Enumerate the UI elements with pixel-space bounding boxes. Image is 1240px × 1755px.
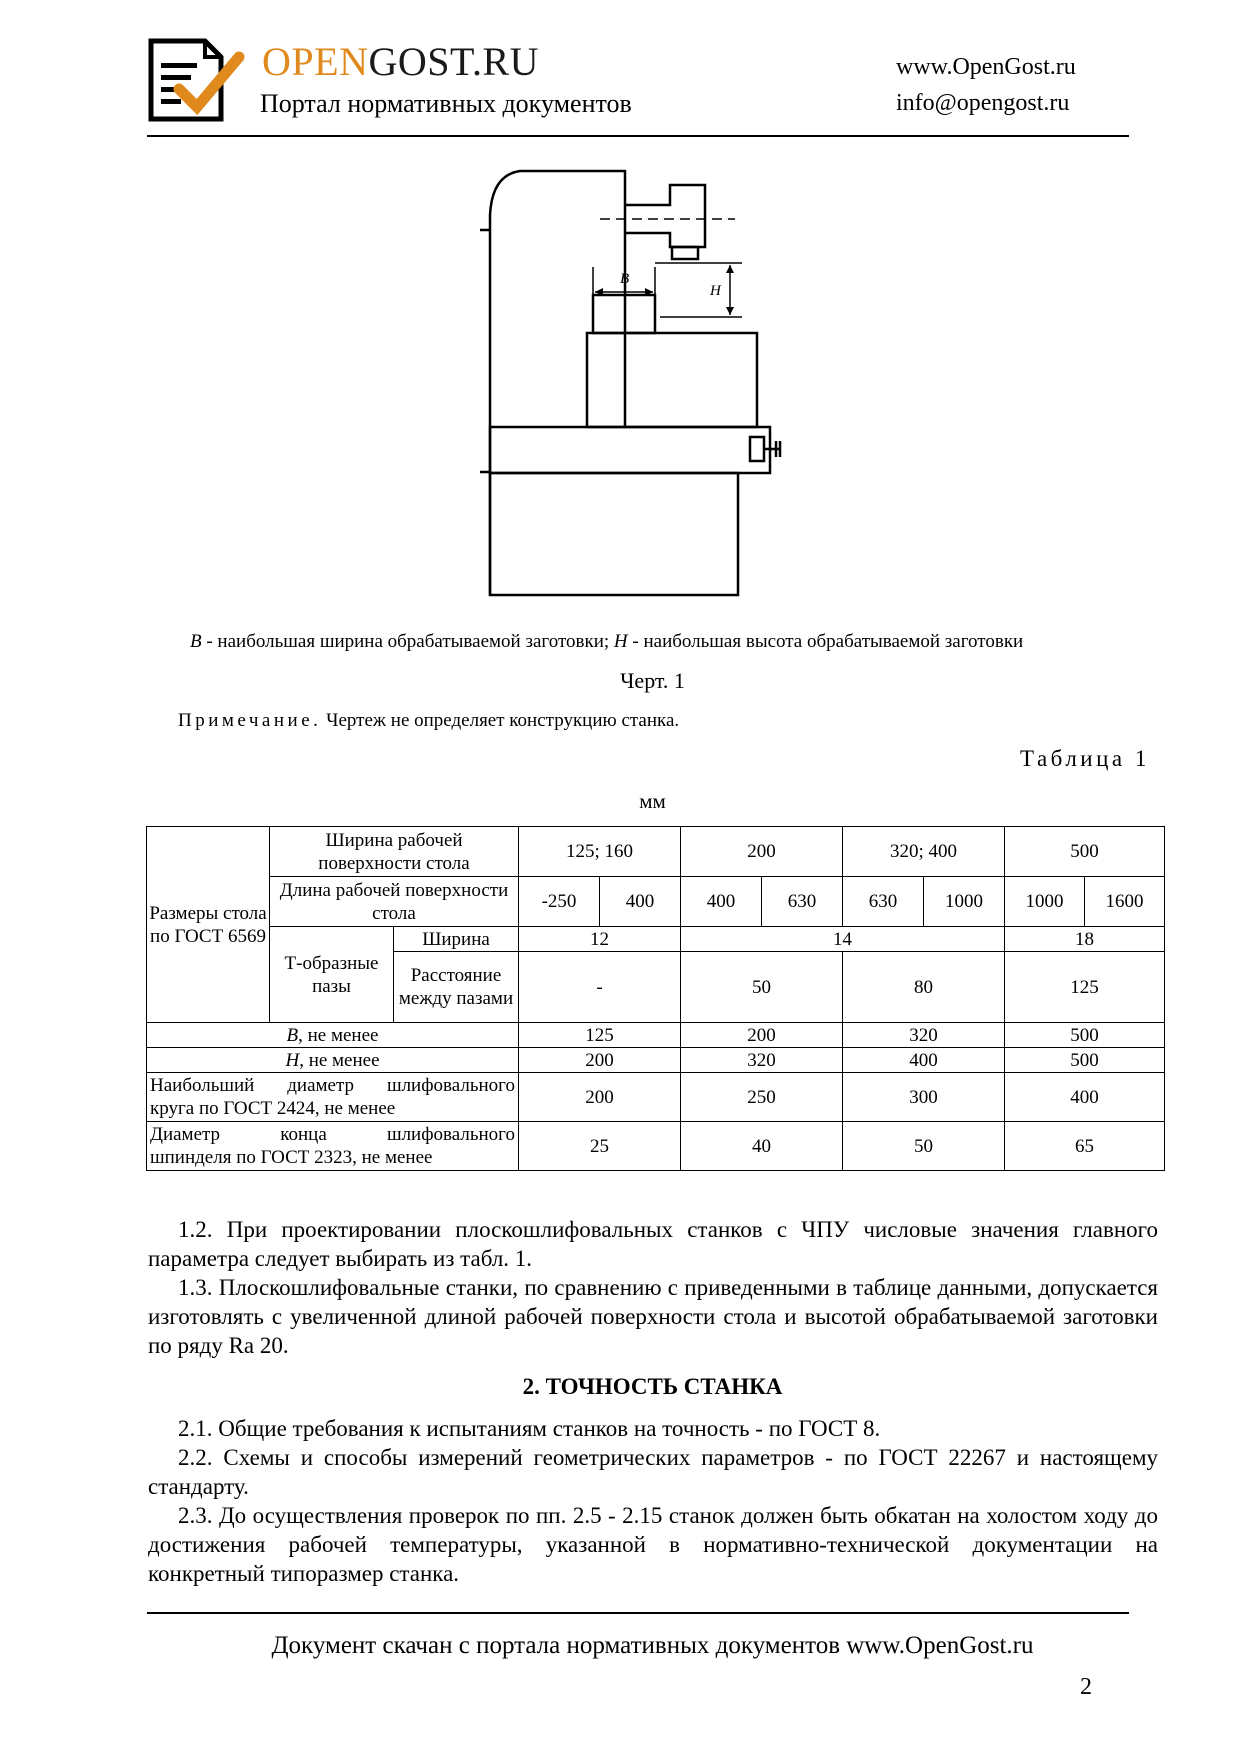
caption-text-b: - наибольшая ширина обрабатываемой заготовки; xyxy=(201,631,614,652)
table-slot-width-label: Ширина xyxy=(394,927,519,952)
table-h-text: , не менее xyxy=(299,1049,380,1071)
table-wheel-label-line1: Наибольший диаметр шлифовального xyxy=(150,1075,515,1096)
table-cell: 1000 xyxy=(924,877,1005,927)
table-row xyxy=(147,827,1165,877)
caption-text-h: - наибольшая высота обрабатываемой заготовки xyxy=(627,631,1024,652)
table-cell: 50 xyxy=(681,952,843,1023)
header-website-link[interactable]: www.OpenGost.ru xyxy=(896,54,1076,80)
table-cell: - xyxy=(519,952,681,1023)
table-cell: 1600 xyxy=(1085,877,1165,927)
table-cell: -250 xyxy=(519,877,600,927)
table-cell: 14 xyxy=(681,927,1005,952)
table-row xyxy=(147,1073,1165,1122)
brand-name-main: GOST.RU xyxy=(368,39,540,84)
logo-document-check-icon xyxy=(147,37,245,123)
table-cell: 400 xyxy=(681,877,762,927)
table-row xyxy=(147,927,1165,952)
table-cell: 40 xyxy=(681,1122,843,1171)
paragraph-1-3-text: 1.3. Плоскошлифовальные станки, по сравнению с приведенными в таблице данными, допускается изготовлять с увеличенной длиной рабочей поверхности стола и высотой обрабатываемой заготовки по ряду Ra 20. xyxy=(148,1275,1158,1358)
note-prefix: Примечание. xyxy=(178,710,322,731)
table-cell: 200 xyxy=(681,827,843,877)
table-h-label xyxy=(147,1048,519,1073)
table-cell: 500 xyxy=(1005,827,1165,877)
table-spindle-label-line1: Диаметр конца шлифовального xyxy=(150,1124,515,1145)
table-row-group-label: Размеры стола по ГОСТ 6569 xyxy=(147,827,270,1023)
paragraph-2-2-text: 2.2. Схемы и способы измерений геометрических параметров - по ГОСТ 22267 и настоящему стандарту. xyxy=(148,1445,1158,1499)
paragraph-1-2-text: 1.2. При проектировании плоскошлифовальных станков с ЧПУ числовые значения главного параметра следует выбирать из табл. 1. xyxy=(148,1217,1158,1271)
brand-name-accent: OPEN xyxy=(262,39,369,84)
table-cell: 200 xyxy=(519,1048,681,1073)
table-b-label xyxy=(147,1023,519,1048)
table-cell: 250 xyxy=(681,1073,843,1122)
table-cell: 18 xyxy=(1005,927,1165,952)
table-cell: 200 xyxy=(519,1073,681,1122)
table-cell: 125 xyxy=(519,1023,681,1048)
table-cell: 320 xyxy=(843,1023,1005,1048)
table-cell: 125 xyxy=(1005,952,1165,1023)
table-row xyxy=(147,877,1165,927)
table-cell: 50 xyxy=(843,1122,1005,1171)
brand-name xyxy=(262,38,539,86)
paragraph-1-3 xyxy=(148,1273,1158,1360)
table-b-text: , не менее xyxy=(298,1024,379,1046)
paragraph-2-1-text: 2.1. Общие требования к испытаниям станков на точность - по ГОСТ 8. xyxy=(178,1416,881,1441)
table-label: Таблица 1 xyxy=(1020,746,1150,771)
table-unit: мм xyxy=(639,789,666,813)
table-cell: 400 xyxy=(1005,1073,1165,1122)
paragraph-2-3 xyxy=(148,1501,1158,1588)
table-cell: 125; 160 xyxy=(519,827,681,877)
table-wheel-label xyxy=(147,1073,519,1122)
paragraph-1-2 xyxy=(148,1215,1158,1273)
table-b-var: B xyxy=(286,1024,299,1046)
table-cell: 400 xyxy=(843,1048,1005,1073)
header-email-link[interactable]: info@opengost.ru xyxy=(896,90,1070,116)
table-spindle-label xyxy=(147,1122,519,1171)
note-text: Чертеж не определяет конструкцию станка. xyxy=(321,710,680,731)
drawing-label-b: B xyxy=(620,271,630,287)
figure-caption xyxy=(190,630,1130,654)
paragraph-2-3-text: 2.3. До осуществления проверок по пп. 2.5 - 2.15 станок должен быть обкатан на холостом ходу до достижения рабочей температуры, указанной в нормативно-технической документации на конкретный типоразмер станка. xyxy=(148,1503,1158,1586)
section-heading: 2. ТОЧНОСТЬ СТАНКА xyxy=(522,1374,783,1399)
caption-var-h: H xyxy=(613,631,628,652)
table-cell: 500 xyxy=(1005,1048,1165,1073)
spec-table xyxy=(146,826,1165,1171)
table-width-label: Ширина рабочей поверхности стола xyxy=(270,827,519,877)
footer-divider xyxy=(147,1612,1129,1614)
brand-subtitle: Портал нормативных документов xyxy=(260,89,632,118)
table-cell: 1000 xyxy=(1005,877,1085,927)
table-cell: 630 xyxy=(843,877,924,927)
table-cell: 320 xyxy=(681,1048,843,1073)
table-cell: 65 xyxy=(1005,1122,1165,1171)
table-slot-distance-label: Расстояние между пазами xyxy=(394,952,519,1023)
figure-note xyxy=(178,709,679,733)
table-h-var: H xyxy=(285,1049,300,1071)
table-cell: 500 xyxy=(1005,1023,1165,1048)
table-row xyxy=(147,1023,1165,1048)
paragraph-2-1 xyxy=(148,1414,1158,1443)
table-cell: 12 xyxy=(519,927,681,952)
table-cell: 200 xyxy=(681,1023,843,1048)
header-divider xyxy=(147,135,1129,137)
table-slots-label: Т-образные пазы xyxy=(270,927,394,1023)
page-number: 2 xyxy=(1080,1674,1092,1700)
table-cell: 25 xyxy=(519,1122,681,1171)
machine-drawing xyxy=(480,165,830,605)
table-row xyxy=(147,1122,1165,1171)
paragraph-2-2 xyxy=(148,1443,1158,1501)
table-row xyxy=(147,1048,1165,1073)
table-length-label: Длина рабочей поверхности стола xyxy=(270,877,519,927)
caption-var-b: B xyxy=(190,631,202,652)
table-cell: 320; 400 xyxy=(843,827,1005,877)
figure-label: Черт. 1 xyxy=(620,668,685,693)
table-cell: 300 xyxy=(843,1073,1005,1122)
drawing-label-h: H xyxy=(710,283,721,299)
table-cell: 80 xyxy=(843,952,1005,1023)
footer-text: Документ скачан с портала нормативных документов www.OpenGost.ru xyxy=(271,1632,1034,1659)
table-cell: 400 xyxy=(600,877,681,927)
table-wheel-label-line2: круга по ГОСТ 2424, не менее xyxy=(150,1098,396,1119)
table-cell: 630 xyxy=(762,877,843,927)
table-spindle-label-line2: шпинделя по ГОСТ 2323, не менее xyxy=(150,1147,433,1168)
